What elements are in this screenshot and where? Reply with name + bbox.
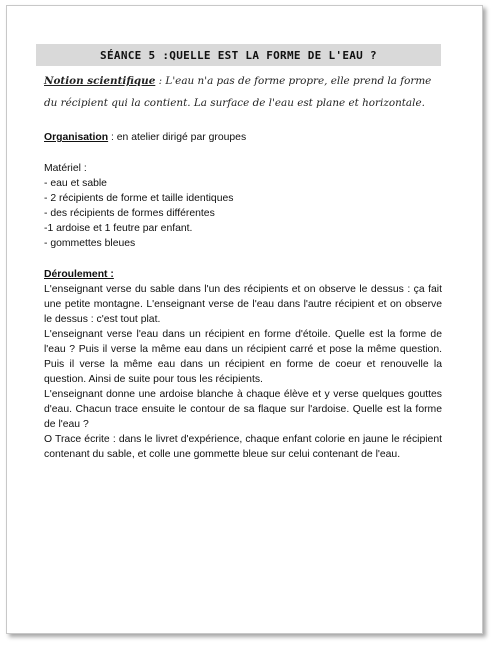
page-title-text: SÉANCE 5 :QUELLE EST LA FORME DE L'EAU ? xyxy=(100,48,377,62)
organisation-section xyxy=(44,130,442,145)
organisation-label: Organisation xyxy=(44,132,109,143)
notion-text: : L'eau n'a pas de forme propre, elle prend la forme du récipient qui la contient. La surface de l'eau est plane et horizontale. xyxy=(44,75,432,109)
notion-label: Notion scientifique xyxy=(44,75,156,87)
paragraph: L'enseignant verse du sable dans l'un des récipients et on observe le dessus : ça fait une petite montagne. L'enseignant verse de l'eau dans l'autre récipient et on observe le dessus : c'est tout plat. xyxy=(44,284,442,325)
deroulement-label: Déroulement : xyxy=(44,269,114,280)
list-item: - eau et sable xyxy=(44,178,107,189)
materiel-label: Matériel : xyxy=(44,163,87,174)
list-item: - 2 récipients de forme et taille identiques xyxy=(44,193,234,204)
paragraph: L'enseignant verse l'eau dans un récipient en forme d'étoile. Quelle est la forme de l'eau ? Puis il verse la même eau dans un récipient carré et pose la même question. Puis il verse la même eau dans un récipient en forme de coeur et renouvelle la question. Ainsi de suite pour tous les récipients. xyxy=(44,329,442,385)
paragraph: O Trace écrite : dans le livret d'expérience, chaque enfant colorie en jaune le récipient contenant du sable, et colle une gommette bleue sur celui contenant de l'eau. xyxy=(44,434,442,460)
notion-scientifique xyxy=(44,70,442,114)
organisation-text: : en atelier dirigé par groupes xyxy=(108,132,247,143)
list-item: - gommettes bleues xyxy=(44,238,136,249)
deroulement-section xyxy=(44,267,442,462)
list-item: - des récipients de formes différentes xyxy=(44,208,215,219)
paragraph: L'enseignant donne une ardoise blanche à chaque élève et y verse quelques gouttes d'eau. Chacun trace ensuite le contour de sa flaque sur l'ardoise. Quelle est la forme de l'eau ? xyxy=(44,389,442,430)
materiel-section xyxy=(44,161,442,251)
page-title xyxy=(36,44,441,66)
document-body xyxy=(44,70,442,462)
list-item: -1 ardoise et 1 feutre par enfant. xyxy=(44,223,193,234)
